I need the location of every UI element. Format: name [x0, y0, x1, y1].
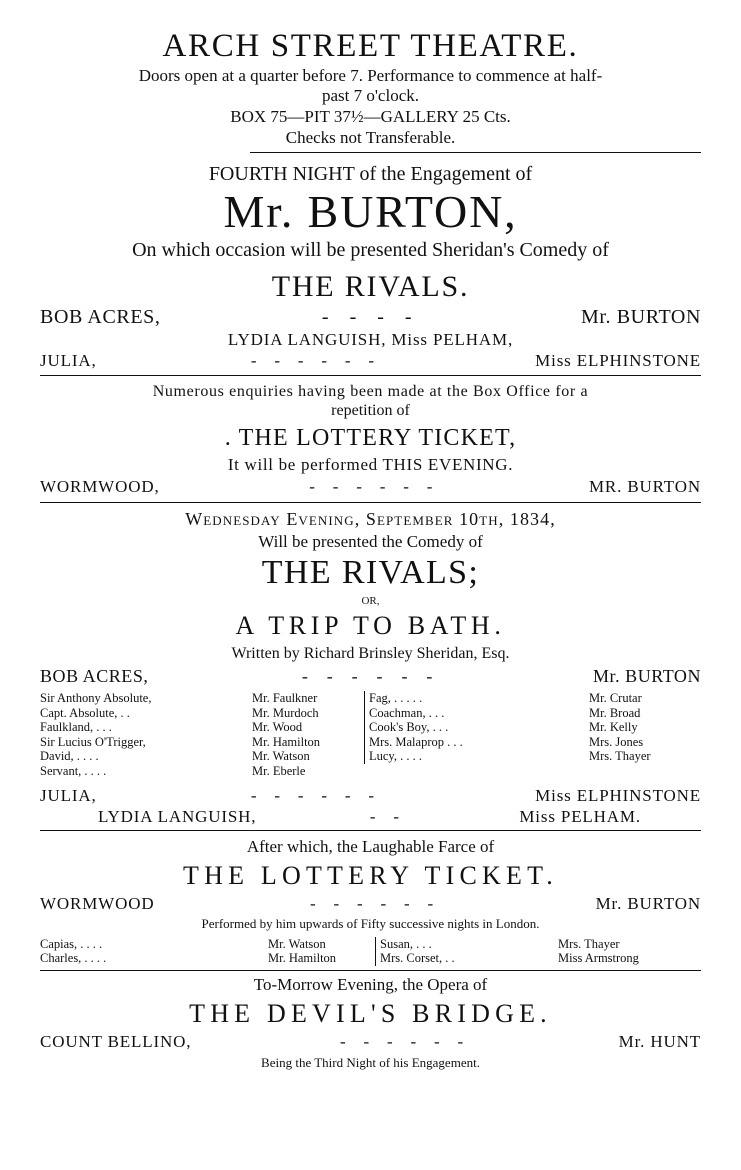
notice-play-title: . THE LOTTERY TICKET, — [224, 425, 517, 451]
cast-actor: Mr. Watson — [268, 936, 326, 951]
cast-role: BOB ACRES, — [40, 666, 149, 686]
checks-note: Checks not Transferable. — [285, 128, 456, 147]
cast-dashes: - - - - - - — [250, 785, 381, 805]
play-title: THE RIVALS. — [271, 270, 470, 303]
presented-line: Will be presented the Comedy of — [258, 532, 483, 551]
play-title: THE RIVALS; — [261, 554, 480, 591]
cast-actor: Mr. Hamilton — [268, 951, 337, 966]
author-line: Written by Richard Brinsley Sheridan, Esq. — [231, 645, 510, 662]
cast-actor: Mr. Murdoch — [252, 705, 319, 720]
cast-actor: Miss PELHAM. — [519, 806, 641, 826]
cast-actor: Mr. BURTON — [592, 666, 701, 686]
divider — [40, 502, 701, 503]
notice-line-2: repetition of — [331, 402, 410, 419]
cast-actor: Mr. Crutar — [589, 691, 642, 705]
cast-role: Mrs. Corset, . . — [380, 951, 455, 966]
cast-actor: Mr. Hamilton — [252, 734, 321, 749]
divider — [250, 152, 701, 153]
play-subtitle: A TRIP TO BATH. — [235, 611, 506, 640]
cast-actor: Mr. Eberle — [252, 763, 306, 778]
cast-role: COUNT BELLINO, — [40, 1031, 192, 1051]
cast-list — [40, 937, 701, 966]
cast-actors-right — [589, 691, 701, 779]
cast-row — [40, 329, 701, 351]
cast-actor: Mr. BURTON — [595, 893, 701, 913]
cast-actors-right — [558, 937, 701, 966]
cast-role: Susan, . . . — [380, 936, 432, 951]
tomorrow-title: THE DEVIL'S BRIDGE. — [189, 998, 552, 1028]
doors-line-1: Doors open at a quarter before 7. Performance to commence at half- — [138, 66, 603, 85]
cast-role: Capias, . . . . — [40, 936, 103, 951]
cast-dashes: - - - - - - — [339, 1031, 471, 1051]
cast-list — [40, 691, 701, 779]
star-name: Mr. BURTON, — [223, 186, 518, 237]
cast-role: Cook's Boy, . . . — [369, 720, 449, 735]
divider — [40, 830, 701, 831]
engagement-line: FOURTH NIGHT of the Engagement of — [208, 163, 533, 185]
cast-row — [40, 806, 701, 827]
divider — [40, 375, 701, 376]
farce-note: Performed by him upwards of Fifty successive nights in London. — [201, 915, 540, 931]
cast-role: Mrs. Malaprop . . . — [369, 734, 463, 749]
cast-role: JULIA, — [40, 785, 97, 805]
cast-row — [40, 1031, 701, 1053]
cast-dashes: - - — [369, 806, 406, 826]
cast-role: BOB ACRES, — [40, 306, 161, 328]
notice-evening: It will be performed THIS EVENING. — [227, 455, 514, 474]
cast-roles-right — [380, 937, 558, 966]
cast-actors-left — [252, 691, 360, 779]
prices: BOX 75—PIT 37½—GALLERY 25 Cts. — [230, 107, 511, 126]
cast-role: JULIA, — [40, 351, 97, 370]
cast-actor: Mr. Kelly — [589, 720, 638, 735]
farce-intro: After which, the Laughable Farce of — [246, 836, 495, 856]
theatre-name: ARCH STREET THEATRE. — [162, 28, 579, 64]
cast-role: WORMWOOD, — [40, 477, 160, 496]
cast-actor: Miss PELHAM, — [391, 330, 514, 349]
cast-actor: Miss ELPHINSTONE — [535, 785, 701, 805]
tomorrow-intro: To-Morrow Evening, the Opera of — [253, 974, 488, 994]
cast-role: LYDIA LANGUISH, — [98, 806, 257, 826]
cast-role: David, . . . . — [40, 749, 99, 764]
cast-row — [40, 665, 701, 687]
cast-dashes: - - - - - - — [310, 893, 441, 913]
cast-role: Fag, . . . . . — [369, 691, 423, 705]
cast-actor: Mrs. Thayer — [558, 936, 620, 951]
cast-actor: Mrs. Jones — [589, 734, 644, 749]
cast-row — [40, 476, 701, 498]
performance-date: Wednesday Evening, September 10th, 1834, — [185, 509, 556, 529]
cast-roles-left — [40, 937, 268, 966]
cast-dashes: - - - - - - — [250, 351, 381, 370]
cast-role: Capt. Absolute, . . — [40, 705, 130, 720]
cast-role: LYDIA LANGUISH, — [227, 330, 387, 349]
cast-actor: Mrs. Thayer — [589, 749, 651, 764]
column-divider — [375, 937, 376, 966]
cast-actor: Mr. Faulkner — [252, 691, 318, 705]
cast-row — [40, 785, 701, 806]
cast-role: Sir Anthony Absolute, — [40, 691, 152, 705]
cast-actor: Mr. Broad — [589, 705, 641, 720]
notice-line-1: Numerous enquiries having been made at the Box Office for a — [152, 383, 589, 400]
occasion-line: On which occasion will be presented Sheridan's Comedy of — [132, 239, 609, 261]
cast-actors-left — [268, 937, 371, 966]
farce-title: THE LOTTERY TICKET. — [183, 860, 558, 890]
cast-dashes: - - - - — [321, 306, 420, 328]
cast-row — [40, 893, 701, 914]
doors-line-2: past 7 o'clock. — [321, 86, 419, 105]
cast-dashes: - - - - - - — [309, 477, 440, 496]
cast-role: Lucy, . . . . — [369, 749, 422, 764]
or-line: OR, — [361, 595, 380, 607]
tomorrow-note: Being the Third Night of his Engagement. — [261, 1054, 480, 1070]
cast-dashes: - - - - - - — [301, 666, 440, 686]
cast-roles-right — [369, 691, 589, 779]
cast-row — [40, 351, 701, 371]
cast-role: Sir Lucius O'Trigger, — [40, 734, 146, 749]
cast-actor: MR. BURTON — [588, 477, 701, 496]
column-divider — [364, 691, 365, 764]
cast-role: Coachman, . . . — [369, 705, 445, 720]
divider — [40, 970, 701, 971]
cast-actor: Mr. Watson — [252, 749, 310, 764]
cast-actor: Miss ELPHINSTONE — [535, 351, 701, 370]
cast-role: WORMWOOD — [40, 893, 155, 913]
cast-role: Faulkland, . . . — [40, 720, 112, 735]
cast-actor: Miss Armstrong — [558, 951, 639, 966]
cast-actor: Mr. Wood — [252, 720, 303, 735]
cast-roles-left — [40, 691, 252, 779]
cast-role: Servant, . . . . — [40, 763, 107, 778]
cast-role: Charles, . . . . — [40, 951, 107, 966]
cast-actor: Mr. HUNT — [618, 1031, 701, 1051]
cast-actor: Mr. BURTON — [580, 306, 701, 328]
cast-row — [40, 305, 701, 329]
playbill — [40, 26, 701, 1073]
